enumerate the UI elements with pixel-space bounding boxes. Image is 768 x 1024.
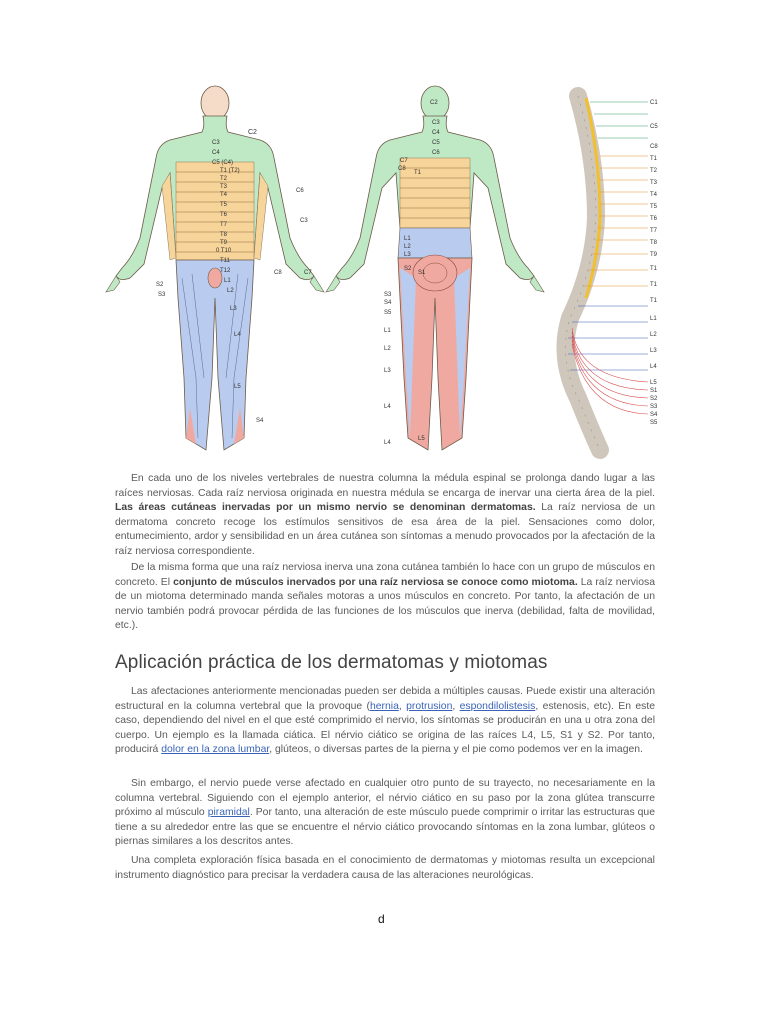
link-piramidal[interactable]: piramidal xyxy=(207,807,250,819)
spine-label: T1 xyxy=(650,156,658,162)
back-label-l4: L4 xyxy=(384,404,391,410)
footer-mark: d xyxy=(378,912,385,926)
front-label-t4: T4 xyxy=(220,192,228,198)
front-label-t3: T3 xyxy=(220,184,228,190)
back-label-c4: C4 xyxy=(432,130,440,136)
para3-text-3: , xyxy=(452,700,460,712)
back-label-c8: C8 xyxy=(398,166,406,172)
front-label-l1: L1 xyxy=(224,278,231,284)
para1-text-1: En cada uno de los niveles vertebrales de nuestra columna la médula espinal se prolonga dando lugar a las raíces nerviosas. Cada raíz nerviosa originada en nuestra médula se encarga de inervar una cierta área de la piel. xyxy=(115,473,655,499)
back-label-l2b: L2 xyxy=(404,244,411,250)
back-label-s4: S4 xyxy=(384,300,392,306)
link-espondilolistesis[interactable]: espondilolistesis xyxy=(459,700,536,712)
para4-text-1: Sin embargo, el nervio puede verse afectado en cualquier otro punto de su trayecto, no necesariamente en la columna vertebral. Siguiendo con el ejemplo anterior, el nérvio ciático en su paso por la zona glútea transcurre próximo al músculo xyxy=(115,778,655,819)
paragraph-miotomas xyxy=(115,561,655,634)
link-hernia[interactable]: hernia xyxy=(370,700,399,712)
front-label-c8: C8 xyxy=(274,270,282,276)
front-label-l5: L5 xyxy=(234,384,241,390)
front-label-t7: T7 xyxy=(220,222,228,228)
back-label-c6: C6 xyxy=(432,150,440,156)
spine-label: C1 xyxy=(650,100,658,106)
front-body-diagram xyxy=(106,86,324,450)
spine-label: T1 xyxy=(650,298,658,304)
back-label-l3b: L3 xyxy=(404,252,411,258)
back-label-l5: L5 xyxy=(418,436,425,442)
back-label-c5: C5 xyxy=(432,140,440,146)
back-label-l4b: L4 xyxy=(384,440,391,446)
spine-label: L3 xyxy=(650,348,657,354)
para1-bold: Las áreas cutáneas inervadas por un mismo nervio se denominan dermatomas. xyxy=(115,502,536,514)
paragraph-dermatomas xyxy=(115,472,655,560)
para3-text-4: , estenosis, etc). En este caso, dependiendo del nivel en el que esté comprimido el nervio, los síntomas se producirán en una u otra zona del cuerpo. Un ejemplo es la llamada ciática. El nérvio ciático se origina de las raíces L4, L5, S1 y S2. Por tanto, producirá xyxy=(115,700,656,756)
front-label-t5: T5 xyxy=(220,202,228,208)
back-label-c2: C2 xyxy=(430,100,438,106)
spine-label: C8 xyxy=(650,144,658,150)
dermatome-figure xyxy=(100,78,668,468)
front-label-s2: S2 xyxy=(156,282,164,288)
spine-diagram xyxy=(566,96,659,450)
spine-label: T1 xyxy=(650,282,658,288)
front-label-l4: L4 xyxy=(234,332,241,338)
back-label-s1: S1 xyxy=(418,270,426,276)
front-label-t9: T9 xyxy=(220,240,228,246)
front-label-s3: S3 xyxy=(158,292,166,298)
spine-label: T4 xyxy=(650,192,658,198)
front-label-t8: T8 xyxy=(220,232,228,238)
paragraph-nervio-piramidal xyxy=(115,777,655,850)
section-heading-container xyxy=(115,652,655,674)
front-label-c7b: C7 xyxy=(304,270,312,276)
link-dolor-zona-lumbar[interactable]: dolor en la zona lumbar xyxy=(161,744,270,756)
back-label-s5: S5 xyxy=(384,310,392,316)
front-label-c3: C3 xyxy=(212,140,220,146)
front-label-c6: C6 xyxy=(296,188,304,194)
front-label-l3: L3 xyxy=(230,306,237,312)
spine-label: L5 xyxy=(650,380,657,386)
spine-label: L2 xyxy=(650,332,657,338)
para2-text-2: La raíz nerviosa de un miotoma determinado manda señales motoras a unos músculos en concreto. Por tanto, la afectación de un nervio también podrá provocar pérdida de las funciones de los músculos que inerva (debilidad, falta de movilidad, etc.). xyxy=(115,576,655,632)
spine-label: S4 xyxy=(650,412,658,418)
front-label-s4: S4 xyxy=(256,418,264,424)
back-label-c7: C7 xyxy=(400,158,408,164)
para4-text-2: . Por tanto, una alteración de este músculo puede comprimir o irritar las estructuras que tiene a su alrededor entre las que se encuentre el nérvio ciático provocando síntomas en la zona lumbar, glúteos o piernas similares a los descritos antes. xyxy=(115,807,655,848)
paragraph-exploracion xyxy=(115,854,655,883)
spine-label: T2 xyxy=(650,168,658,174)
spine-label: T6 xyxy=(650,216,658,222)
spine-label: T8 xyxy=(650,240,658,246)
back-label-s3: S3 xyxy=(384,292,392,298)
back-label-l1: L1 xyxy=(384,328,391,334)
para3-text-1: Las afectaciones anteriormente mencionadas pueden ser debida a múltiples causas. Puede existir una alteración estructural en la columna vertebral que la provoque ( xyxy=(115,686,655,712)
front-label-t10: 0 T10 xyxy=(216,248,232,254)
spine-label: T3 xyxy=(650,180,658,186)
spine-label: C5 xyxy=(650,124,658,130)
para1-text-2: La raíz nerviosa de un dermatoma concreto recoge los estímulos sensitivos de esa área de la piel. Sensaciones como dolor, entumecimiento, ardor y sensibilidad en un área cutánea son síntomas a menudo provocados por la afectación de la raíz nerviosa correspondiente. xyxy=(115,502,656,557)
paragraph-afectaciones xyxy=(115,685,655,758)
spine-label: T7 xyxy=(650,228,658,234)
front-label-l2: L2 xyxy=(227,288,234,294)
para2-bold: conjunto de músculos inervados por una raíz nerviosa se conoce como miotoma. xyxy=(173,576,578,588)
front-label-t2: T2 xyxy=(220,176,228,182)
front-label-c5c4: C5 (C4) xyxy=(212,160,234,166)
spine-label: S3 xyxy=(650,404,658,410)
link-protrusion[interactable]: protrusion xyxy=(406,700,453,712)
front-label-t6: T6 xyxy=(220,212,228,218)
spine-label: L4 xyxy=(650,364,657,370)
back-label-t1: T1 xyxy=(414,170,422,176)
front-label-c2: C2 xyxy=(248,129,257,136)
section-heading: Aplicación práctica de los dermatomas y miotomas xyxy=(115,652,548,673)
back-body-diagram xyxy=(326,86,544,450)
front-label-t12: T12 xyxy=(220,268,231,274)
para2-text-1: De la misma forma que una raíz nerviosa inerva una zona cutánea también lo hace con un grupo de músculos en concreto. El xyxy=(115,562,655,588)
front-label-t1t2: T1 (T2) xyxy=(220,168,240,174)
spine-label: T9 xyxy=(650,252,658,258)
back-label-l3: L3 xyxy=(384,368,391,374)
para3-text-2: , xyxy=(398,700,407,712)
front-label-c7: C3 xyxy=(300,218,308,224)
spine-label: S5 xyxy=(650,420,658,426)
front-label-c4: C4 xyxy=(212,150,220,156)
spine-label: T1 xyxy=(650,266,658,272)
front-label-t11: T11 xyxy=(220,258,230,264)
back-label-l1b: L1 xyxy=(404,236,411,242)
para5-text-1: Una completa exploración física basada en el conocimiento de dermatomas y miotomas resulta un excepcional instrumento diagnóstico para precisar la verdadera causa de las alteraciones neurológicas. xyxy=(115,855,655,881)
back-label-c3: C3 xyxy=(432,120,440,126)
back-label-s2: S2 xyxy=(404,266,412,272)
spine-label: T5 xyxy=(650,204,658,210)
spine-label: S2 xyxy=(650,396,658,402)
spine-label: S1 xyxy=(650,388,658,394)
back-label-l2: L2 xyxy=(384,346,391,352)
para3-text-5: , glúteos, o diversas partes de la pierna y el pie como podemos ver en la imagen. xyxy=(269,744,643,756)
spine-label: L1 xyxy=(650,316,657,322)
